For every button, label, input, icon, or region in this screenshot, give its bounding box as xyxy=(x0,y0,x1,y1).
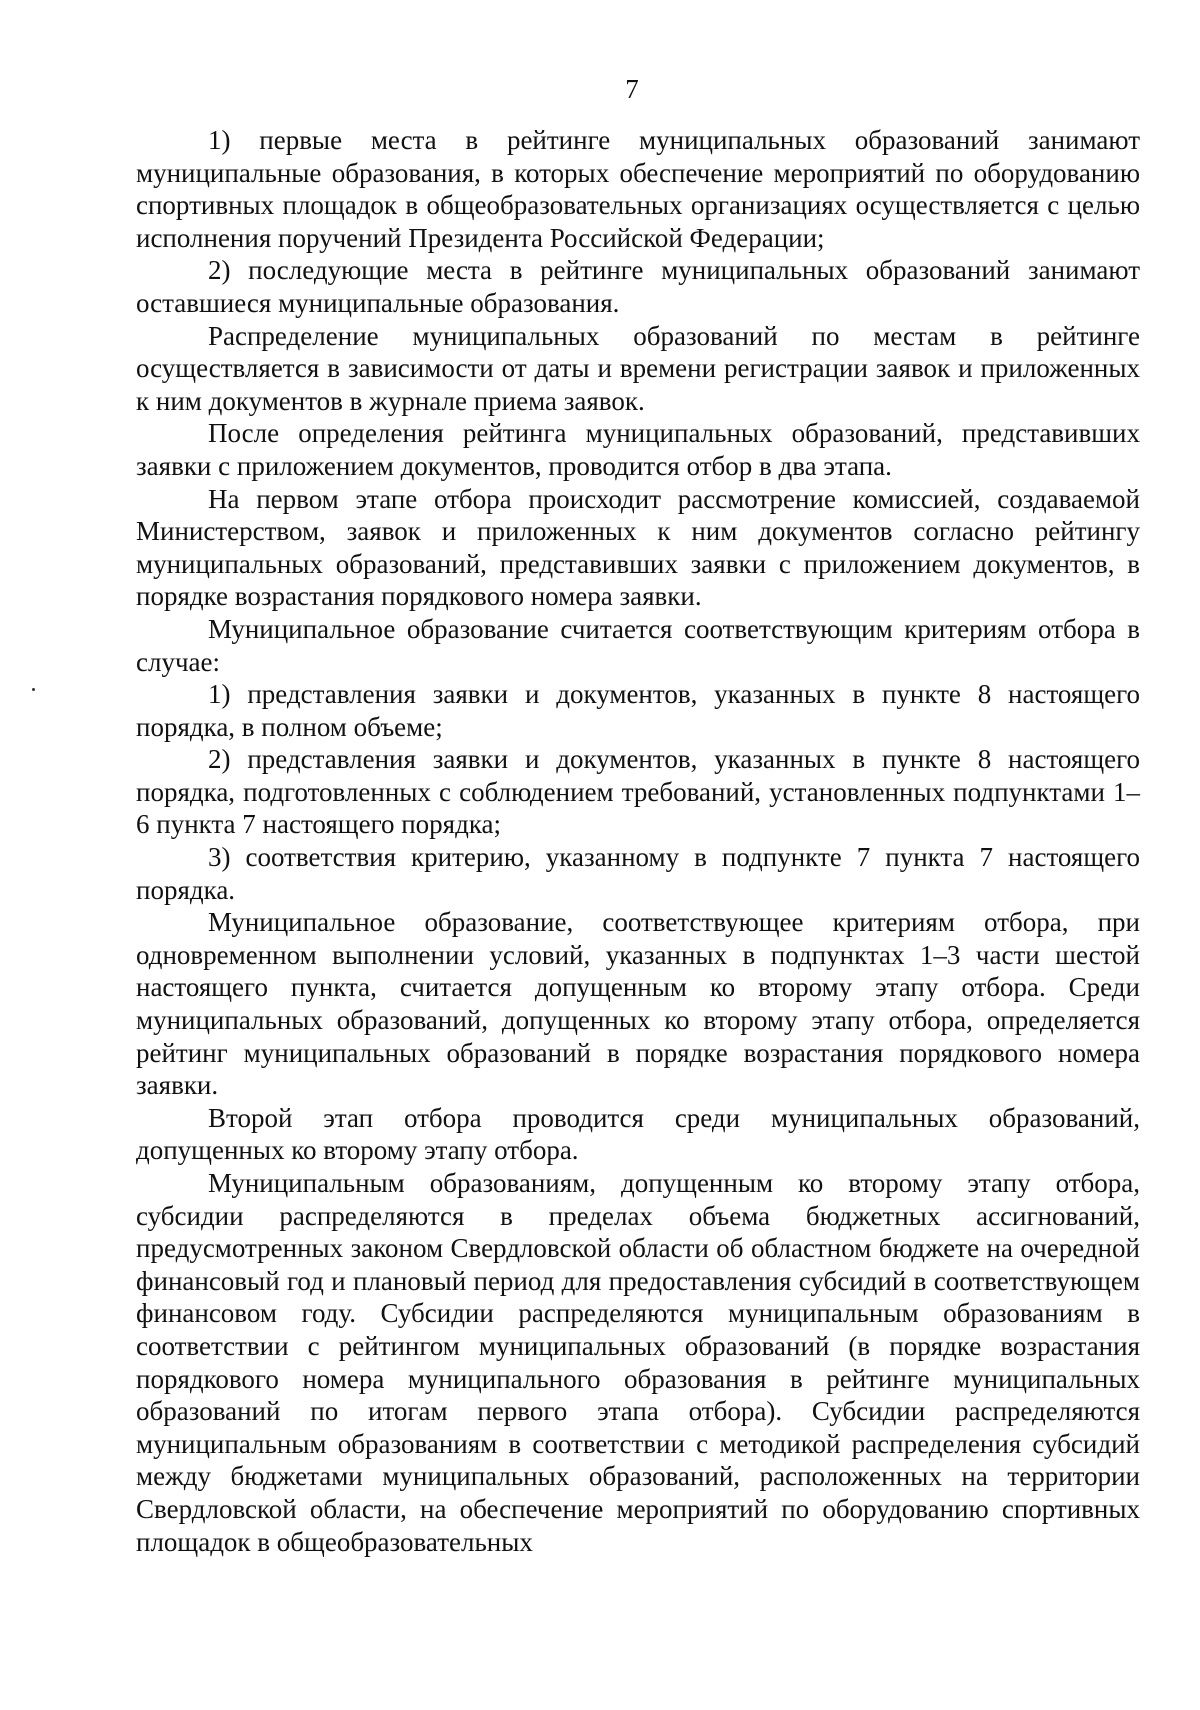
page-number: 7 xyxy=(625,74,639,104)
paragraph-criterion-3: 3) соответствия критерию, указанному в подпункте 7 пункта 7 настоящего порядка. xyxy=(136,842,1140,905)
paragraph-item-2-remaining-places: 2) последующие места в рейтинге муниципальных образований занимают оставшиеся муниципальные образования. xyxy=(136,255,1140,318)
paragraph-first-stage: На первом этапе отбора происходит рассмотрение комиссией, создаваемой Министерством, заявок и приложенных к ним документов согласно рейтингу муниципальных образований, представивших заявки с приложением документов, в порядке возрастания порядкового номера заявки. xyxy=(136,483,1140,612)
paragraph-criteria-intro: Муниципальное образование считается соответствующим критериям отбора в случае: xyxy=(136,613,1140,677)
paragraph-item-1-first-places: 1) первые места в рейтинге муниципальных образований занимают муниципальные образования, в которых обеспечение мероприятий по оборудованию спортивных площадок в общеобразовательных организациях осуществляется с целью исполнения поручений Президента Российской Федерации; xyxy=(136,125,1140,253)
document-body xyxy=(136,124,1140,1558)
paragraph-subsidy-distribution: Муниципальным образованиям, допущенным ко второму этапу отбора, субсидии распределяются в пределах объема бюджетных ассигнований, предусмотренных законом Свердловской области об областном бюджете на очередной финансовый год и плановый период для предоставления субсидий в соответствующем финансовом году. Субсидии распределяются муниципальным образованиям в соответствии с рейтингом муниципальных образований (в порядке возрастания порядкового номера муниципального образования в рейтинге муниципальных образований по итогам первого этапа отбора). Субсидии распределяются муниципальным образованиям в соответствии с методикой распределения субсидий между бюджетами муниципальных образований, расположенных на территории Свердловской области, на обеспечение мероприятий по оборудованию спортивных площадок в общеобразовательных xyxy=(136,1168,1140,1557)
paragraph-two-stage-selection: После определения рейтинга муниципальных образований, представивших заявки с приложением документов, проводится отбор в два этапа. xyxy=(136,418,1140,481)
paragraph-rating-distribution: Распределение муниципальных образований по местам в рейтинге осуществляется в зависимости от даты и времени регистрации заявок и приложенных к ним документов в журнале приема заявок. xyxy=(136,320,1140,416)
paragraph-criterion-2: 2) представления заявки и документов, указанных в пункте 8 настоящего порядка, подготовленных с соблюдением требований, установленных подпунктами 1–6 пункта 7 настоящего порядка; xyxy=(136,744,1140,840)
paragraph-admission-second-stage: Муниципальное образование, соответствующее критериям отбора, при одновременном выполнении условий, указанных в подпунктах 1–3 части шестой настоящего пункта, считается допущенным ко второму этапу отбора. Среди муниципальных образований, допущенных ко второму этапу отбора, определяется рейтинг муниципальных образований в порядке возрастания порядкового номера заявки. xyxy=(136,907,1140,1101)
scan-speck xyxy=(32,688,35,691)
paragraph-second-stage: Второй этап отбора проводится среди муниципальных образований, допущенных ко второму этапу отбора. xyxy=(136,1102,1140,1166)
paragraph-criterion-1: 1) представления заявки и документов, указанных в пункте 8 настоящего порядка, в полном объеме; xyxy=(136,679,1140,742)
